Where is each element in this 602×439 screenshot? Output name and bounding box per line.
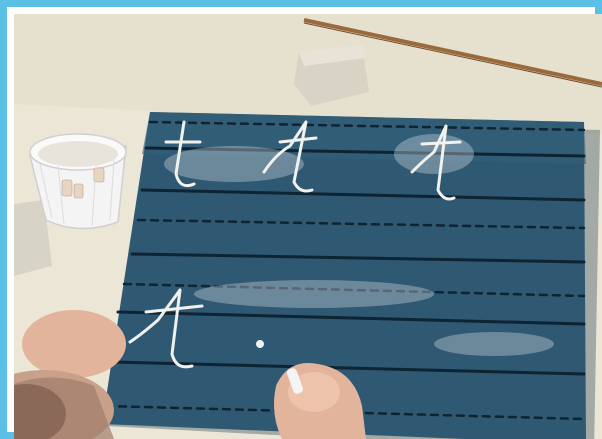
chalk-cup [30,134,126,229]
photo [14,14,602,439]
photo-scene [14,14,602,439]
chalk-dot [258,342,263,347]
